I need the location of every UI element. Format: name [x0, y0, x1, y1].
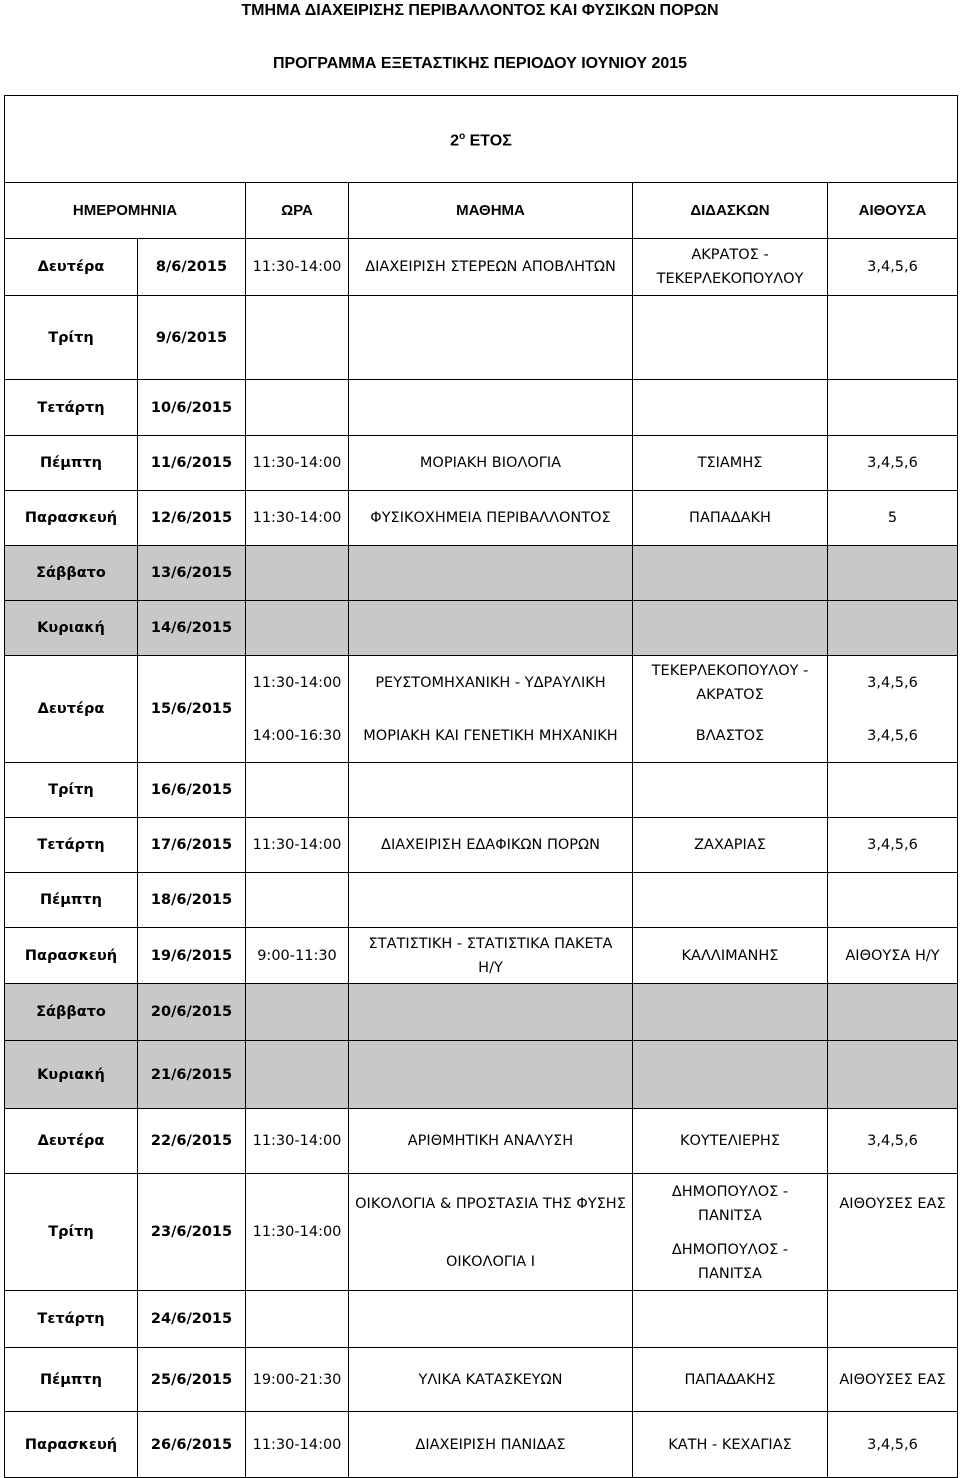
course-cell — [349, 984, 633, 1041]
course-cell — [349, 296, 633, 380]
course-cell: ΜΟΡΙΑΚΗ ΒΙΟΛΟΓΙΑ — [349, 436, 633, 491]
day-cell: Δευτέρα — [5, 1109, 138, 1174]
time-cell — [246, 1041, 349, 1109]
day-cell: Παρασκευή — [5, 1412, 138, 1478]
teacher-line: ΔΗΜΟΠΟΥΛΟΣ - — [671, 1241, 789, 1258]
room-cell — [828, 873, 958, 928]
teacher-cell — [633, 984, 828, 1041]
teacher-cell: ΖΑΧΑΡΙΑΣ — [633, 818, 828, 873]
date-cell: 13/6/2015 — [138, 546, 246, 601]
room-cell — [828, 296, 958, 380]
table-row — [5, 491, 958, 546]
course-cell: ΥΛΙΚΑ ΚΑΤΑΣΚΕΥΩΝ — [349, 1348, 633, 1412]
teacher-cell — [633, 239, 828, 296]
table-row — [5, 380, 958, 436]
teacher-cell — [633, 1291, 828, 1348]
table-row — [5, 1109, 958, 1174]
room-cell: ΑΙΘΟΥΣΑ Η/Υ — [828, 928, 958, 984]
teacher-cell: ΒΛΑΣΤΟΣ — [633, 711, 828, 763]
date-cell: 15/6/2015 — [138, 656, 246, 763]
room-cell: 3,4,5,6 — [828, 436, 958, 491]
time-cell: 11:30-14:00 — [246, 1412, 349, 1478]
time-cell — [246, 380, 349, 436]
col-header-teacher: ΔΙΔΑΣΚΩΝ — [633, 183, 828, 239]
day-cell: Παρασκευή — [5, 928, 138, 984]
teacher-line: ΑΚΡΑΤΟΣ — [696, 687, 764, 704]
teacher-cell — [633, 1174, 828, 1234]
date-cell: 20/6/2015 — [138, 984, 246, 1041]
day-cell: Κυριακή — [5, 601, 138, 656]
course-cell: ΑΡΙΘΜΗΤΙΚΗ ΑΝΑΛΥΣΗ — [349, 1109, 633, 1174]
date-cell: 12/6/2015 — [138, 491, 246, 546]
course-cell — [349, 546, 633, 601]
date-cell: 11/6/2015 — [138, 436, 246, 491]
exam-schedule-table — [4, 95, 958, 1478]
room-cell — [828, 1041, 958, 1109]
teacher-line: ΠΑΝΙΤΣΑ — [698, 1207, 762, 1224]
col-header-time: ΩΡΑ — [246, 183, 349, 239]
table-row — [5, 656, 958, 711]
weekend-row — [5, 1041, 958, 1109]
time-cell — [246, 873, 349, 928]
teacher-cell — [633, 1041, 828, 1109]
course-cell — [349, 601, 633, 656]
day-cell: Σάββατο — [5, 546, 138, 601]
day-cell: Τετάρτη — [5, 1291, 138, 1348]
year-superscript: ο — [459, 130, 466, 142]
time-cell: 11:30-14:00 — [246, 818, 349, 873]
day-cell: Δευτέρα — [5, 239, 138, 296]
time-cell: 9:00-11:30 — [246, 928, 349, 984]
date-cell: 25/6/2015 — [138, 1348, 246, 1412]
teacher-cell — [633, 763, 828, 818]
time-cell — [246, 984, 349, 1041]
teacher-cell: ΠΑΠΑΔΑΚΗ — [633, 491, 828, 546]
weekend-row — [5, 546, 958, 601]
room-cell — [828, 601, 958, 656]
course-cell — [349, 1291, 633, 1348]
teacher-cell — [633, 873, 828, 928]
teacher-cell: ΚΑΛΛΙΜΑΝΗΣ — [633, 928, 828, 984]
room-cell — [828, 763, 958, 818]
date-cell: 22/6/2015 — [138, 1109, 246, 1174]
course-cell: ΔΙΑΧΕΙΡΙΣΗ ΣΤΕΡΕΩΝ ΑΠΟΒΛΗΤΩΝ — [349, 239, 633, 296]
date-cell: 26/6/2015 — [138, 1412, 246, 1478]
teacher-cell — [633, 1234, 828, 1291]
room-cell — [828, 546, 958, 601]
course-cell: ΦΥΣΙΚΟΧΗΜΕΙΑ ΠΕΡΙΒΑΛΛΟΝΤΟΣ — [349, 491, 633, 546]
date-cell: 10/6/2015 — [138, 380, 246, 436]
room-cell: 3,4,5,6 — [828, 818, 958, 873]
date-cell: 9/6/2015 — [138, 296, 246, 380]
table-row — [5, 1174, 958, 1234]
year-number: 2 — [450, 132, 460, 150]
day-cell: Τετάρτη — [5, 818, 138, 873]
room-cell: 3,4,5,6 — [828, 239, 958, 296]
course-cell — [349, 380, 633, 436]
course-cell — [349, 1041, 633, 1109]
time-cell: 11:30-14:00 — [246, 436, 349, 491]
course-cell — [349, 763, 633, 818]
teacher-cell — [633, 601, 828, 656]
time-cell — [246, 1291, 349, 1348]
date-cell: 21/6/2015 — [138, 1041, 246, 1109]
col-header-course: ΜΑΘΗΜΑ — [349, 183, 633, 239]
room-cell: 3,4,5,6 — [828, 1109, 958, 1174]
teacher-cell: ΚΟΥΤΕΛΙΕΡΗΣ — [633, 1109, 828, 1174]
table-row — [5, 239, 958, 296]
date-cell: 16/6/2015 — [138, 763, 246, 818]
table-row — [5, 818, 958, 873]
day-cell: Πέμπτη — [5, 873, 138, 928]
date-cell: 19/6/2015 — [138, 928, 246, 984]
teacher-cell — [633, 656, 828, 711]
teacher-cell — [633, 296, 828, 380]
room-cell — [828, 380, 958, 436]
table-row — [5, 296, 958, 380]
day-cell: Κυριακή — [5, 1041, 138, 1109]
table-row — [5, 1291, 958, 1348]
day-cell: Παρασκευή — [5, 491, 138, 546]
time-cell: 11:30-14:00 — [246, 239, 349, 296]
time-cell: 14:00-16:30 — [246, 711, 349, 763]
teacher-line: ΤΕΚΕΡΛΕΚΟΠΟΥΛΟΥ — [656, 271, 804, 287]
day-cell: Τρίτη — [5, 1174, 138, 1291]
table-row — [5, 873, 958, 928]
year-cell — [5, 96, 958, 183]
course-cell: ΟΙΚΟΛΟΓΙΑ Ι — [349, 1234, 633, 1291]
table-row — [5, 763, 958, 818]
teacher-cell: ΠΑΠΑΔΑΚΗΣ — [633, 1348, 828, 1412]
time-cell: 11:30-14:00 — [246, 1109, 349, 1174]
date-cell: 17/6/2015 — [138, 818, 246, 873]
day-cell: Δευτέρα — [5, 656, 138, 763]
table-row — [5, 928, 958, 984]
table-row — [5, 1348, 958, 1412]
time-cell: 11:30-14:00 — [246, 491, 349, 546]
course-cell: ΔΙΑΧΕΙΡΙΣΗ ΕΔΑΦΙΚΩΝ ΠΟΡΩΝ — [349, 818, 633, 873]
room-cell — [828, 984, 958, 1041]
teacher-line: ΔΗΜΟΠΟΥΛΟΣ - — [671, 1183, 789, 1200]
date-cell: 8/6/2015 — [138, 239, 246, 296]
date-cell: 18/6/2015 — [138, 873, 246, 928]
day-cell: Τρίτη — [5, 763, 138, 818]
weekend-row — [5, 984, 958, 1041]
course-line: Η/Υ — [478, 959, 503, 976]
room-cell: ΑΙΘΟΥΣΕΣ ΕΑΣ — [828, 1348, 958, 1412]
room-cell — [828, 1291, 958, 1348]
room-cell: 3,4,5,6 — [828, 711, 958, 763]
teacher-cell — [633, 546, 828, 601]
year-row — [5, 96, 958, 183]
course-line: ΣΤΑΤΙΣΤΙΚΗ - ΣΤΑΤΙΣΤΙΚΑ ΠΑΚΕΤΑ — [368, 935, 613, 952]
time-cell — [246, 763, 349, 818]
room-cell: 3,4,5,6 — [828, 1412, 958, 1478]
teacher-cell — [633, 380, 828, 436]
weekend-row — [5, 601, 958, 656]
teacher-cell: ΚΑΤΗ - ΚΕΧΑΓΙΑΣ — [633, 1412, 828, 1478]
day-cell: Πέμπτη — [5, 1348, 138, 1412]
time-cell — [246, 546, 349, 601]
room-cell: ΑΙΘΟΥΣΕΣ ΕΑΣ — [828, 1174, 958, 1291]
program-title: ΠΡΟΓΡΑΜΜΑ ΕΞΕΤΑΣΤΙΚΗΣ ΠΕΡΙΟΔΟΥ ΙΟΥΝΙΟΥ 2015 — [272, 55, 688, 72]
date-cell: 23/6/2015 — [138, 1174, 246, 1291]
teacher-line: ΑΚΡΑΤΟΣ - — [691, 247, 769, 263]
department-title: ΤΜΗΜΑ ΔΙΑΧΕΙΡΙΣΗΣ ΠΕΡΙΒΑΛΛΟΝΤΟΣ ΚΑΙ ΦΥΣΙΚΩΝ ΠΟΡΩΝ — [241, 2, 719, 19]
course-cell: ΜΟΡΙΑΚΗ ΚΑΙ ΓΕΝΕΤΙΚΗ ΜΗΧΑΝΙΚΗ — [349, 711, 633, 763]
course-cell — [349, 928, 633, 984]
teacher-line: ΤΕΚΕΡΛΕΚΟΠΟΥΛΟΥ - — [651, 663, 809, 680]
date-cell: 14/6/2015 — [138, 601, 246, 656]
course-cell: ΡΕΥΣΤΟΜΗΧΑΝΙΚΗ - ΥΔΡΑΥΛΙΚΗ — [349, 656, 633, 711]
time-cell: 19:00-21:30 — [246, 1348, 349, 1412]
course-cell: ΟΙΚΟΛΟΓΙΑ & ΠΡΟΣΤΑΣΙΑ ΤΗΣ ΦΥΣΗΣ — [349, 1174, 633, 1234]
room-cell: 5 — [828, 491, 958, 546]
time-cell: 11:30-14:00 — [246, 656, 349, 711]
time-cell — [246, 296, 349, 380]
teacher-cell: ΤΣΙΑΜΗΣ — [633, 436, 828, 491]
day-cell: Σάββατο — [5, 984, 138, 1041]
time-cell — [246, 601, 349, 656]
table-row — [5, 1412, 958, 1478]
header-row — [5, 183, 958, 239]
day-cell: Πέμπτη — [5, 436, 138, 491]
table-row — [5, 436, 958, 491]
room-cell: 3,4,5,6 — [828, 656, 958, 711]
col-header-room: ΑΙΘΟΥΣΑ — [828, 183, 958, 239]
date-cell: 24/6/2015 — [138, 1291, 246, 1348]
day-cell: Τρίτη — [5, 296, 138, 380]
year-word: ΕΤΟΣ — [465, 132, 512, 150]
day-cell: Τετάρτη — [5, 380, 138, 436]
col-header-date: ΗΜΕΡΟΜΗΝΙΑ — [5, 183, 246, 239]
course-cell — [349, 873, 633, 928]
course-cell: ΔΙΑΧΕΙΡΙΣΗ ΠΑΝΙΔΑΣ — [349, 1412, 633, 1478]
teacher-line: ΠΑΝΙΤΣΑ — [698, 1265, 762, 1282]
time-cell: 11:30-14:00 — [246, 1174, 349, 1291]
